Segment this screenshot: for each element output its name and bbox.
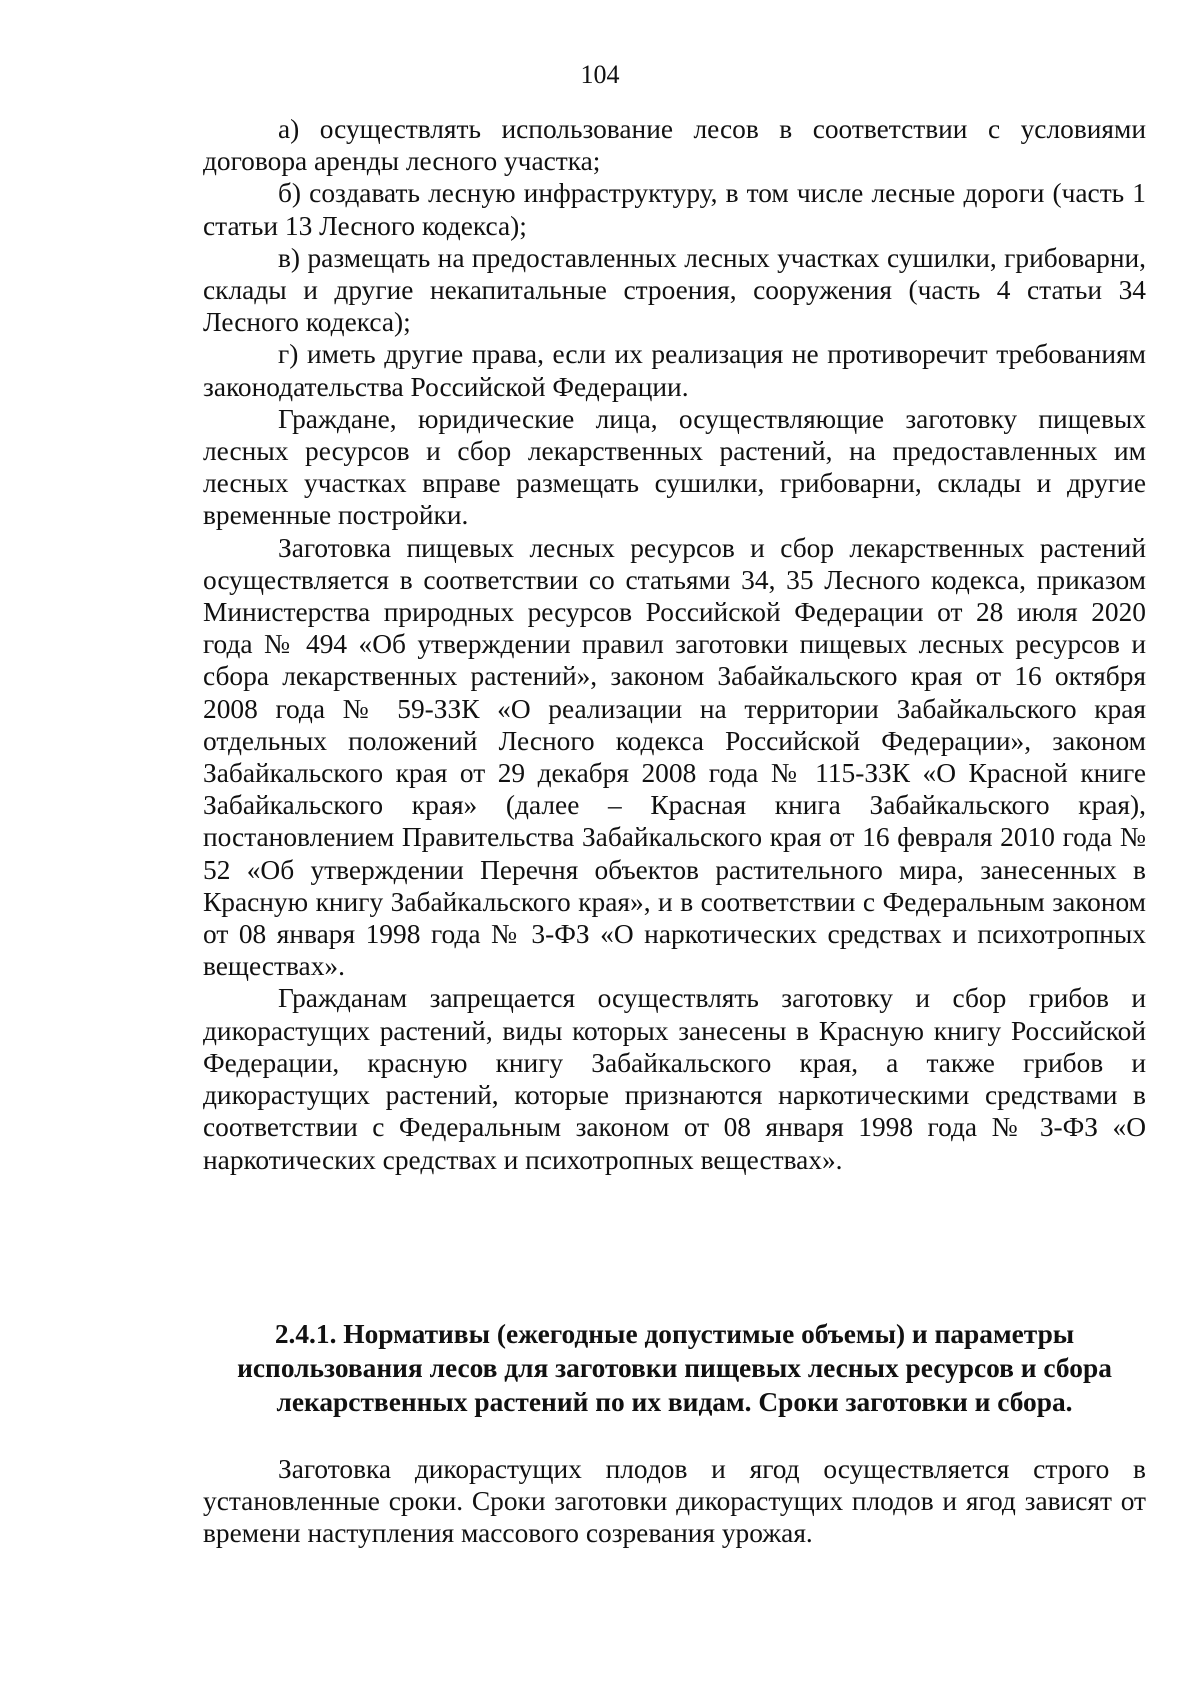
paragraph-right-b: б) создавать лесную инфраструктуру, в том числе лесные дороги (часть 1 статьи 13 Лесного кодекса); bbox=[203, 178, 1146, 241]
paragraph-right-d: г) иметь другие права, если их реализация не противоречит требованиям законодательства Российской Федерации. bbox=[203, 339, 1146, 402]
paragraph-temporary-buildings: Граждане, юридические лица, осуществляющие заготовку пищевых лесных ресурсов и сбор лекарственных растений, на предоставленных им лесных участках вправе размещать сушилки, грибоварни, склады и другие временные постройки. bbox=[203, 403, 1146, 531]
paragraph-prohibition: Гражданам запрещается осуществлять заготовку и сбор грибов и дикорастущих растений, виды которых занесены в Красную книгу Российской Федерации, красную книгу Забайкальского края, а также грибов и дикорастущих растений, которые признаются наркотическими средствами в соответствии с Федеральным законом от 08 января 1998 года № 3-ФЗ «О наркотических средствах и психотропных веществах». bbox=[203, 983, 1146, 1175]
paragraph-right-a: а) осуществлять использование лесов в соответствии с условиями договора аренды лесного участка; bbox=[203, 114, 1146, 177]
paragraph-right-c: в) размещать на предоставленных лесных участках сушилки, грибоварни, склады и другие некапитальные строения, сооружения (часть 4 статьи 34 Лесного кодекса); bbox=[203, 242, 1146, 338]
paragraph-harvest-terms: Заготовка дикорастущих плодов и ягод осуществляется строго в установленные сроки. Сроки заготовки дикорастущих плодов и ягод зависят от времени наступления массового созревания урожая. bbox=[203, 1454, 1146, 1549]
paragraph-legal-basis: Заготовка пищевых лесных ресурсов и сбор лекарственных растений осуществляется в соответствии со статьями 34, 35 Лесного кодекса, приказом Министерства природных ресурсов Российской Федерации от 28 июля 2020 года № 494 «Об утверждении правил заготовки пищевых лесных ресурсов и сбора лекарственных растений», законом Забайкальского края от 16 октября 2008 года № 59-ЗЗК «О реализации на территории Забайкальского края отдельных положений Лесного кодекса Российской Федерации», законом Забайкальского края от 29 декабря 2008 года № 115-ЗЗК «О Красной книге Забайкальского края» (далее – Красная книга Забайкальского края), постановлением Правительства Забайкальского края от 16 февраля 2010 года № 52 «Об утверждении Перечня объектов растительного мира, занесенных в Красную книгу Забайкальского края», и в соответствии с Федеральным законом от 08 января 1998 года № 3-ФЗ «О наркотических средствах и психотропных веществах». bbox=[203, 532, 1146, 982]
section-heading: 2.4.1. Нормативы (ежегодные допустимые объемы) и параметры использования лесов для заготовки пищевых лесных ресурсов и сбора лекарственных растений по их видам. Сроки заготовки и сбора. bbox=[237, 1319, 1112, 1417]
body-text bbox=[203, 113, 1146, 1176]
section-body bbox=[203, 1453, 1146, 1550]
page-number: 104 bbox=[580, 60, 620, 89]
